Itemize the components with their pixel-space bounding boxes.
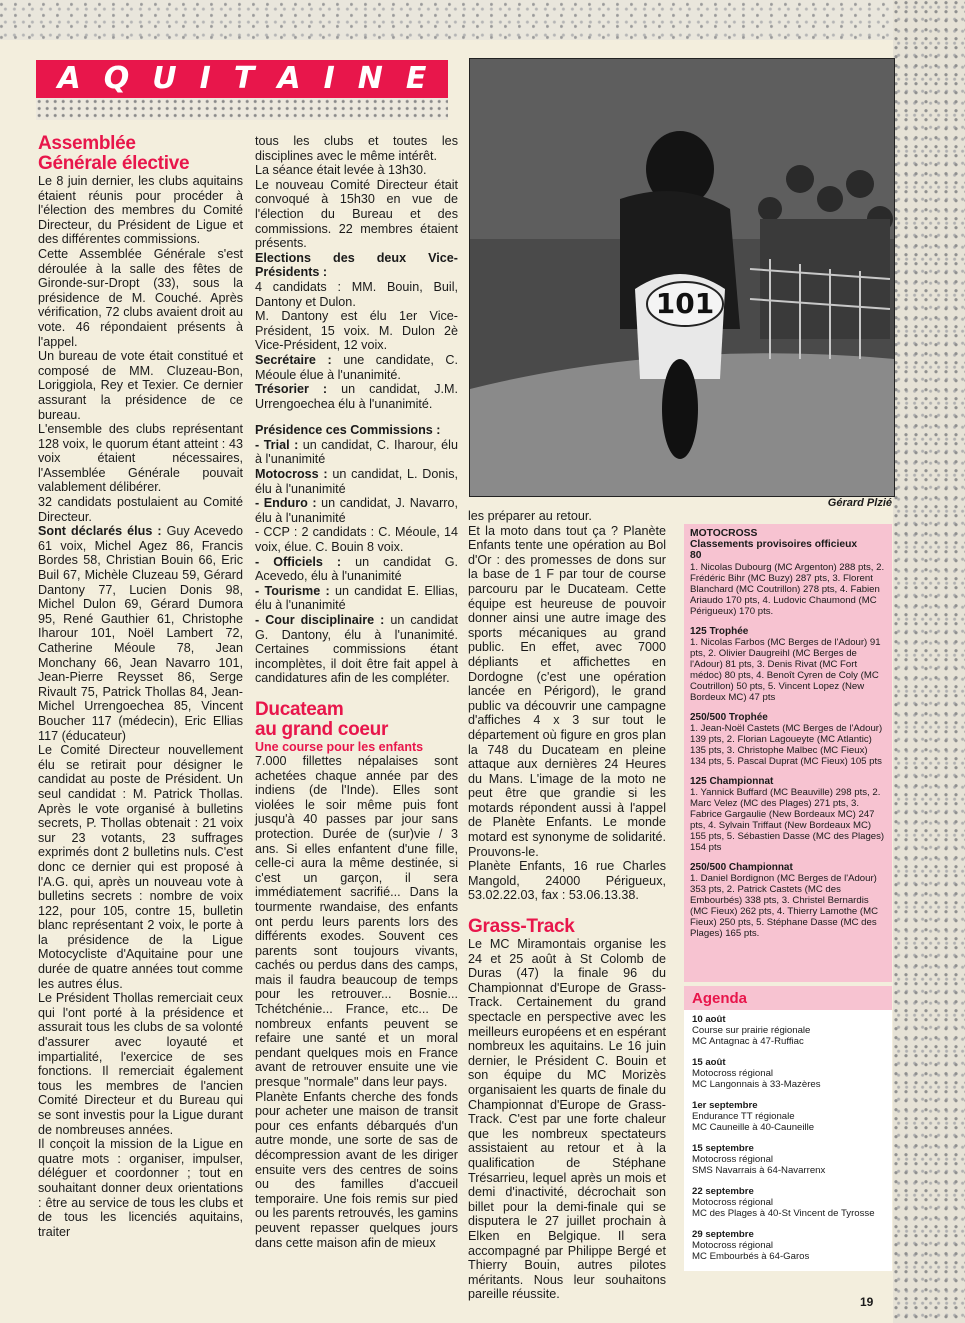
- agenda-location: MC Embourbés à 64-Garos: [692, 1251, 810, 1262]
- agenda-box: [684, 986, 892, 1271]
- paragraph: Un bureau de vote était constitué et composé de MM. Cluzeau-Bon, Loriggiola, Rey et Texier. Ce dernier assurant la présidence de ce bureau.: [38, 349, 243, 422]
- section-banner: [36, 60, 448, 98]
- box-header: MOTOCROSS: [690, 528, 758, 539]
- banner-letter: I: [323, 61, 335, 96]
- result-text: 1. Nicolas Dubourg (MC Argenton) 288 pts, 2. Frédéric Bihr (MC Buzy) 287 pts, 3. Florent Blanchard (MC Coutrillon) 278 pts, 4. Fabien Ariaudo 170 pts, 4. Ludovic Chaumond (MC Périgueux) 170 pts.: [690, 561, 885, 617]
- article-title-ducateam: Ducateam au grand coeur: [255, 698, 389, 740]
- article-title-assemblee: Assemblée Générale élective: [38, 133, 190, 174]
- agenda-item: [692, 1229, 884, 1262]
- photo-credit: Gérard Plzié: [827, 497, 892, 509]
- agenda-event: Motocross régional: [692, 1154, 774, 1165]
- agenda-date: 15 août: [692, 1057, 726, 1068]
- paragraph: 32 candidats postulaient au Comité Directeur.: [38, 495, 243, 524]
- paragraph: les préparer au retour.: [468, 509, 592, 523]
- agenda-date: 29 septembre: [692, 1229, 754, 1240]
- decorative-texture-banner: [36, 98, 448, 120]
- article-title-grass-track: Grass-Track: [468, 916, 575, 938]
- paragraph: Trésorier : un candidat, J.M. Urrengoechea élu à l'unanimité.: [255, 382, 458, 411]
- agenda-event: Endurance TT régionale: [692, 1111, 795, 1122]
- paragraph: Planète Enfants cherche des fonds pour acheter une maison de transit pour ces enfants débarqués d'un autre monde, une sorte de sas de décompression avant de les diriger ensuite vers des centres de soins ou des familles d'accueil temporaire. Une fois remis sur pied ou les parents retrouvés, les gamins peuvent repasser quelques jours dans cette maison afin de mieux: [255, 1089, 458, 1250]
- paragraph: M. Dantony est élu 1er Vice-Président, 15 voix. M. Dulon 2è Vice-Président, 12 voix.: [255, 309, 458, 353]
- paragraph: - Cour disciplinaire : un candidat G. Dantony, élu à l'unanimité. Certaines commissions étant incomplètes, il doit être fait appel à candidatures afin de les compléter.: [255, 613, 458, 686]
- agenda-event: Motocross régional: [692, 1240, 774, 1251]
- motorcycle-racer-image: [470, 59, 894, 496]
- column-3: [468, 509, 666, 1302]
- paragraph: tous les clubs et toutes les disciplines avec le même intérêt.: [255, 134, 458, 163]
- banner-letter: U: [152, 61, 177, 96]
- decorative-texture-right: [893, 0, 965, 1323]
- agenda-date: 1er septembre: [692, 1100, 758, 1111]
- agenda-location: MC des Plages à 40-St Vincent de Tyrosse: [692, 1208, 875, 1219]
- motocross-results-box: [684, 524, 892, 982]
- paragraph: - Officiels : un candidat G. Acevedo, élu à l'unanimité: [255, 554, 458, 584]
- result-category: 80: [690, 550, 702, 562]
- paragraph: - Enduro : un candidat, J. Navarro, élu à l'unanimité: [255, 496, 458, 525]
- result-text: 1. Yannick Buffard (MC Beauville) 298 pts, 2. Marc Velez (MC des Plages) 271 pts, 3. Fabrice Gargaulie (New Bordeaux MC) 247 pts, 4. Sylvain Triffaut (New Bordeaux MC) 155 pts, 5. Sébastien Dasse (MC des Plages) 154 pts: [690, 786, 885, 853]
- subheading: Elections des deux Vice-Présidents :: [255, 250, 458, 280]
- column-2: [255, 134, 458, 1250]
- race-number: 101: [655, 287, 715, 320]
- banner-letter: N: [357, 61, 383, 96]
- banner-letter: I: [199, 61, 211, 96]
- banner-letter: T: [233, 61, 255, 96]
- agenda-location: MC Antagnac à 47-Ruffiac: [692, 1036, 804, 1047]
- paragraph: Cette Assemblée Générale s'est déroulée à la salle des fêtes de Gironde-sur-Dropt (33), sous la présidence de M. Couché. Après vérification, 72 clubs avaient droit au vote. 46 répondaient présents à l'appel.: [38, 246, 243, 349]
- paragraph: Motocross : un candidat, L. Donis, élu à l'unanimité: [255, 467, 458, 496]
- paragraph: 7.000 fillettes népalaises sont achetées chaque année par des indiens (de l'Inde). Elles sont violées le soir même puis font jusqu'à 40 passes par jour sans protection. Durée de (sur)vie / 3 ans. Si elles enfantent d'une fille, celle-ci aura la même destinée, si c'est un garçon, il sera immédiatement sacrifié... Dans la tourmente rwandaise, des enfants ont perdu leurs parents lors des différents exodes. Souvent ces parents sont toujours vivants, cachés ou perdus dans des camps, mais il faudra beaucoup de temps pour les retrouver... Bosnie... Tchétchénie... France, etc... De nombreux enfants peuvent se refaire une santé et un moral pendant quelques mois en France avant de retrouver ensuite une vie presque "normale" dans leur pays.: [255, 753, 458, 1090]
- agenda-date: 15 septembre: [692, 1143, 754, 1154]
- paragraph-elus: Sont déclarés élus : Guy Acevedo 61 voix, Michel Agez 86, Francis Bordes 58, Christian Bouin 66, Eric Buil 67, Michèle Cluzeau 59, Gérard Dantony 77, Lucien Donis 98, Michel Dulon 69, Gérard Dumora 95, René Gauthier 61, Christophe Iharour 101, Noël Lambert 72, Catherine Méoule 78, Jean Monchany 66, Jean Navarro 101, Jean-Pierre Reysset 86, Serge Rivault 75, Patrick Thollas 84, Jean-Michel Urrengoechea 85, Vincent Boucher 117 (médecin), Eric Ellias 117 (éducateur): [38, 524, 243, 743]
- paragraph: Et la moto dans tout ça ? Planète Enfants tente une opération au Bol d'Or : des promesses de dons sur la base de 1 F par tour de course parcouru par le Ducateam. Cette équipe est heureuse de pouvoir donner ainsi une autre image des sports mécaniques au grand public. En effet, avec 7000 dépliants et affichettes en Dordogne (c'est une opération lancée en Périgord), le grand public va découvrir une campagne d'affiches 4 x 3 sur tout le département où figure en gros plan la 748 du Ducateam en pleine attaque aux dernières 24 Heures du Mans. L'image de la moto ne peut être que grandie si les motards répondent aussi à l'appel de Planète Enfants. Le monde motard est synonyme de solidarité. Prouvons-le.: [468, 523, 666, 859]
- agenda-location: MC Langonnais à 33-Mazères: [692, 1079, 821, 1090]
- paragraph: 4 candidats : MM. Bouin, Buil, Dantony et Dulon.: [255, 279, 458, 309]
- banner-letter: A: [57, 61, 81, 96]
- paragraph: Le Président Thollas remerciait ceux qui l'ont porté à la présidence et assurait tous les clubs de sa volonté d'assurer avec loyauté et impartialité, l'exercice de ses fonctions. Il remerciait également tous les membres de l'ancien Comité Directeur et du Bureau qui se sont investis pour la Ligue durant de nombreuses années.: [38, 991, 243, 1137]
- agenda-item: [692, 1014, 884, 1047]
- agenda-event: Motocross régional: [692, 1068, 774, 1079]
- result-category: 250/500 Championnat: [690, 861, 793, 873]
- agenda-item: [692, 1057, 884, 1090]
- agenda-event: Course sur prairie régionale: [692, 1025, 811, 1036]
- subheading: Présidence ces Commissions :: [255, 423, 441, 438]
- result-category: 125 Championnat: [690, 775, 774, 787]
- result-text: 1. Daniel Bordignon (MC Berges de l'Adour) 353 pts, 2. Patrick Castets (MC des Embourbés) 338 pts, 3. Christel Bernardis (MC Fieux) 262 pts, 4. Thierry Lamothe (MC Fieux) 250 pts, 5. Stéphane Dasse (MC des Plages) 165 pts.: [690, 872, 879, 939]
- page-number: 19: [860, 1295, 874, 1309]
- result-category: 250/500 Trophée: [690, 711, 768, 723]
- agenda-date: 22 septembre: [692, 1186, 754, 1197]
- column-1: [38, 134, 243, 1239]
- agenda-header: Agenda: [684, 986, 892, 1010]
- agenda-item: [692, 1100, 884, 1133]
- paragraph: Le Comité Directeur nouvellement élu se retirait pour désigner le candidat au poste de Président. Un seul candidat : M. Patrick Thollas. Après le vote organisé à bulletins secrets, P. Thollas obtenait : 21 voix sur 23 votants, 23 suffrages exprimés dont 2 bulletins nuls. C'est donc ce dernier qui est proposé à l'A.G. qui, après un nouveau vote à bulletins secrets : nombre de voix 122, pour 105, contre 15, bulletin blanc représentant 2 voix, le porte à la présidence de la Ligue Motocycliste d'Aquitaine pour une durée de quatre années tout comme les autres élus.: [38, 743, 243, 991]
- agenda-item: [692, 1186, 884, 1219]
- agenda-list: [684, 1010, 892, 1262]
- box-subheader: Classements provisoires officieux: [690, 539, 858, 551]
- paragraph: Il conçoit la mission de la Ligue en quatre mots : organiser, impulser, déléguer et coordonner ; tout en souhaitant donner deux orientations : être au service de tous les clubs et de tous les licenciés aquitains, traiter: [38, 1137, 243, 1239]
- paragraph: - CCP : 2 candidats : C. Méoule, 14 voix, élue. C. Bouin 8 voix.: [255, 525, 458, 555]
- race-photo: [469, 58, 895, 497]
- paragraph: Secrétaire : une candidate, C. Méoule élue à l'unanimité.: [255, 352, 458, 382]
- paragraph: Le nouveau Comité Directeur était convoqué à 15h30 en vue de l'élection du Bureau et des commissions. 22 membres étaient présents.: [255, 177, 458, 251]
- agenda-date: 10 août: [692, 1014, 726, 1025]
- paragraph: La séance était levée à 13h30.: [255, 163, 427, 178]
- result-text: 1. Nicolas Farbos (MC Berges de l'Adour) 91 pts, 2. Olivier Daugreihl (MC Berges de l'Adour) 81 pts, 3. Denis Rivat (MC Fort médoc) 80 pts, 4. Benoît Cyren de Coly (MC Coutrillon) 50 pts, 5. Vincent Lopez (New Bordeux MC) 47 pts: [690, 636, 881, 703]
- agenda-location: MC Cauneille à 40-Cauneille: [692, 1122, 815, 1133]
- result-text: 1. Jean-Noël Castets (MC Berges de l'Adour) 139 pts, 2. Florian Lagoueyte (MC Atlantic) 135 pts, 3. Christophe Malbec (MC Fieux) 134 pts, 5. Pascal Duprat (MC Fieux) 105 pts: [690, 722, 883, 767]
- result-category: 125 Trophée: [690, 625, 749, 637]
- paragraph: Le 8 juin dernier, les clubs aquitains étaient réunis pour procéder à l'élection des membres du Comité Directeur, du Président de Ligue et des différentes commissions.: [38, 174, 243, 247]
- agenda-item: [692, 1143, 884, 1176]
- paragraph: - Trial : un candidat, C. Iharour, élu à l'unanimité: [255, 437, 458, 467]
- agenda-event: Motocross régional: [692, 1197, 774, 1208]
- paragraph: L'ensemble des clubs représentant 128 voix, le quorum étant atteint : 43 voix étaient nécessaires, l'Assemblée Générale pouvait valablement délibérer.: [38, 422, 243, 495]
- paragraph: Planète Enfants, 16 rue Charles Mangold, 24000 Périgueux, 53.02.22.03, fax : 53.06.13.38.: [468, 859, 666, 903]
- paragraph: Le MC Miramontais organise les 24 et 25 août à St Colomb de Duras (47) la finale 96 du Championnat d'Europe de Grass-Track. Certainement du grand spectacle en perspective avec les meilleurs européens et en espérant nombreux les aquitains. Le 16 juin dernier, le Président C. Bouin et son équipe du MC Morizès organisaient les quarts de finale du Championnat d'Europe de Grass-Track. C'est par une forte chaleur que les nombreux spectateurs assistaient au retour et à la qualification de Stéphane Trésarrieu, lequel après un mois et demi d'inactivité, décrochait son billet pour la demi-finale qui se disputera le 27 juillet prochain à Elken en Belgique. Il sera accompagné par Philippe Bergé et Thierry Bouin, autres pilotes méritants. Nous leur souhaitons pareille réussite.: [468, 937, 666, 1302]
- article-subtitle: Une course pour les enfants: [255, 739, 424, 754]
- banner-letter: Q: [103, 61, 130, 96]
- banner-letter: A: [277, 61, 301, 96]
- decorative-texture-top: [0, 0, 965, 40]
- agenda-location: SMS Navarrais à 64-Navarrenx: [692, 1165, 826, 1176]
- banner-letter: E: [405, 61, 427, 96]
- paragraph: - Tourisme : un candidat E. Ellias, élu à l'unanimité: [255, 583, 458, 613]
